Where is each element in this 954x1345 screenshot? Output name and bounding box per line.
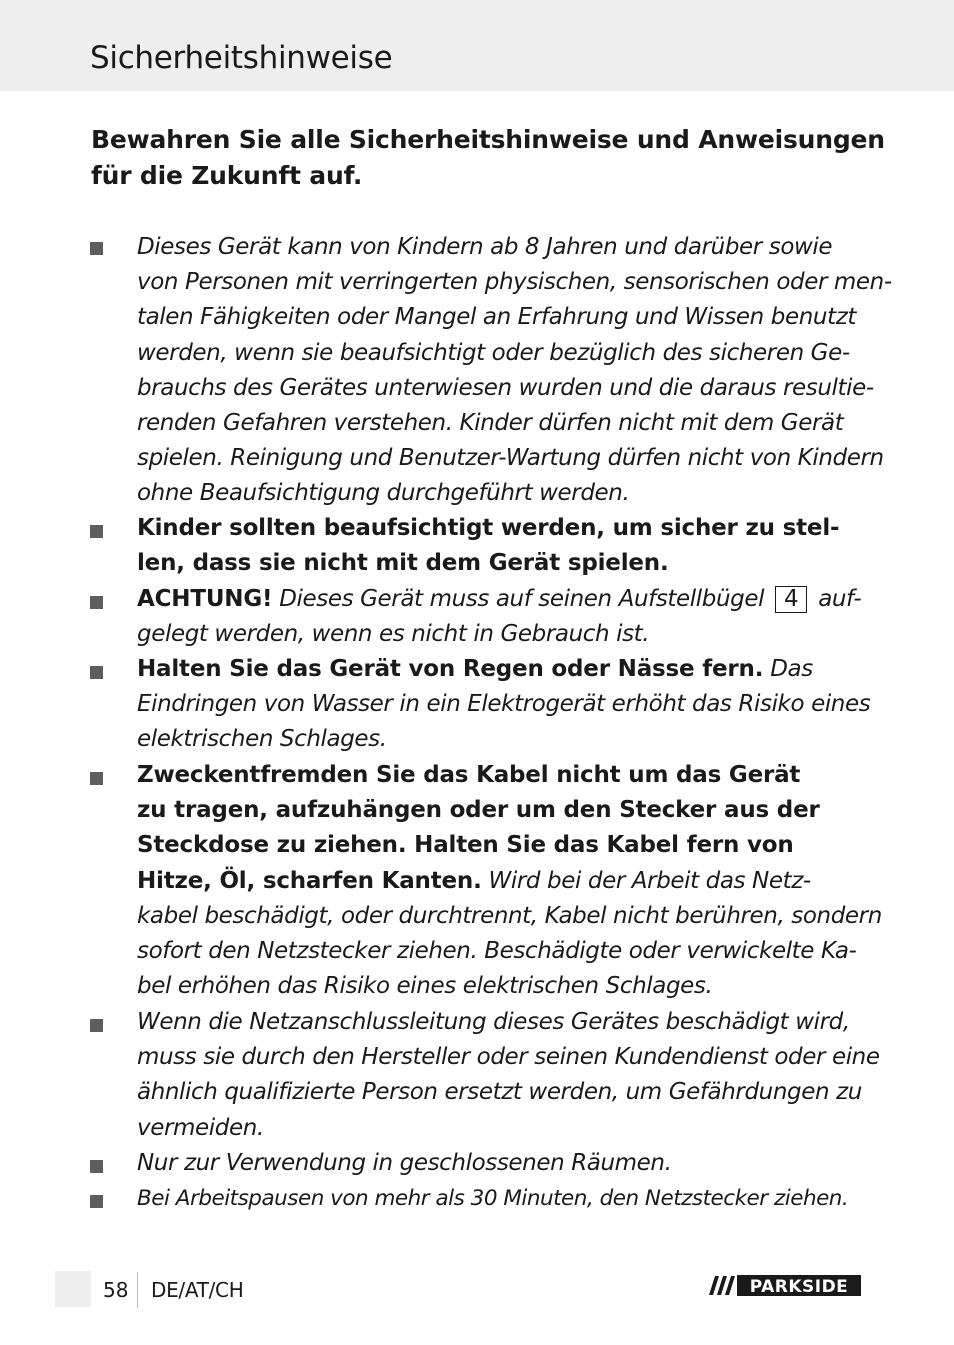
footer-divider — [137, 1272, 138, 1308]
item-line: brauchs des Gerätes unterwiesen wurden und die daraus resultie- — [137, 374, 874, 401]
brand-name: PARKSIDE — [749, 1277, 849, 1297]
item-line: werden, wenn sie beaufsichtigt oder bezüglich des sicheren Ge- — [137, 339, 850, 366]
item-line: spielen. Reinigung und Benutzer-Wartung dürfen nicht von Kindern — [137, 445, 884, 472]
bullet-icon — [90, 242, 103, 255]
item-line: ohne Beaufsichtigung durchgeführt werden. — [137, 480, 630, 507]
item-line: Wenn die Netzanschlussleitung dieses Gerätes beschädigt wird, — [137, 1009, 850, 1035]
parkside-logo — [705, 1273, 863, 1298]
warning-label: ACHTUNG! — [137, 586, 273, 612]
item-line: zu tragen, aufzuhängen oder um den Stecker aus der — [137, 797, 820, 824]
item-text — [137, 1005, 880, 1146]
item-text-segment: Dieses Gerät muss auf seinen Aufstellbügel — [279, 586, 765, 612]
item-text — [137, 1146, 877, 1181]
item-bold-segment: Halten Sie das Gerät von Regen oder Nässe fern. — [137, 656, 764, 682]
bullet-icon — [90, 1160, 103, 1173]
item-line: Eindringen von Wasser in ein Elektrogerät erhöht das Risiko eines — [137, 691, 871, 718]
bullet-icon — [90, 1195, 103, 1208]
item-line: gelegt werden, wenn es nicht in Gebrauch ist. — [137, 621, 650, 648]
item-line: kabel beschädigt, oder durchtrennt, Kabel nicht berühren, sondern — [137, 902, 882, 929]
item-line: talen Fähigkeiten oder Mangel an Erfahrung und Wissen benutzt — [137, 304, 856, 331]
item-line: renden Gefahren verstehen. Kinder dürfen nicht mit dem Gerät — [137, 409, 844, 436]
item-line: len, dass sie nicht mit dem Gerät spielen. — [137, 550, 669, 577]
part-reference-box: 4 — [775, 586, 807, 613]
item-line: Dieses Gerät kann von Kindern ab 8 Jahren und darüber sowie — [137, 234, 833, 260]
item-text — [137, 511, 877, 581]
item-text — [137, 652, 877, 758]
bullet-icon — [90, 666, 103, 679]
item-line: Bei Arbeitspausen von mehr als 30 Minuten, den Netzstecker ziehen. — [137, 1186, 849, 1211]
item-bold-segment: Hitze, Öl, scharfen Kanten. — [137, 867, 482, 894]
item-line: Zweckentfremden Sie das Kabel nicht um das Gerät — [137, 762, 801, 788]
country-codes: DE/AT/CH — [151, 1278, 244, 1302]
intro-line: für die Zukunft auf. — [91, 161, 363, 190]
page-title: Sicherheitshinweise — [90, 40, 393, 76]
bullet-icon — [90, 772, 103, 785]
item-line: Kinder sollten beaufsichtigt werden, um sicher zu stel- — [137, 515, 840, 541]
item-text — [137, 1181, 877, 1216]
item-line: ähnlich qualifizierte Person ersetzt werden, um Gefährdungen zu — [137, 1079, 862, 1106]
item-line: Nur zur Verwendung in geschlossenen Räumen. — [137, 1150, 672, 1176]
item-text-segment: Das — [770, 656, 813, 682]
item-line: elektrischen Schlages. — [137, 726, 387, 753]
bullet-icon — [90, 1019, 103, 1032]
page-number: 58 — [103, 1278, 129, 1302]
item-line: bel erhöhen das Risiko eines elektrischen Schlages. — [137, 973, 713, 1000]
item-line: muss sie durch den Hersteller oder seinen Kundendienst oder eine — [137, 1044, 880, 1071]
bullet-icon — [90, 525, 103, 538]
item-line: Steckdose zu ziehen. Halten Sie das Kabel fern von — [137, 832, 794, 859]
item-text-segment: auf- — [818, 586, 862, 612]
item-text — [137, 758, 882, 1004]
footer-marker — [55, 1271, 91, 1307]
intro-line: Bewahren Sie alle Sicherheitshinweise und Anweisungen — [91, 125, 885, 154]
item-line: sofort den Netzstecker ziehen. Beschädigte oder verwickelte Ka- — [137, 937, 857, 964]
intro-notice — [91, 122, 885, 194]
item-line: von Personen mit verringerten physischen, sensorischen oder men- — [137, 269, 892, 296]
item-text — [137, 230, 892, 512]
bullet-icon — [90, 596, 103, 609]
item-text — [137, 582, 877, 652]
item-line: vermeiden. — [137, 1114, 264, 1141]
item-text-segment: Wird bei der Arbeit das Netz- — [488, 867, 811, 894]
